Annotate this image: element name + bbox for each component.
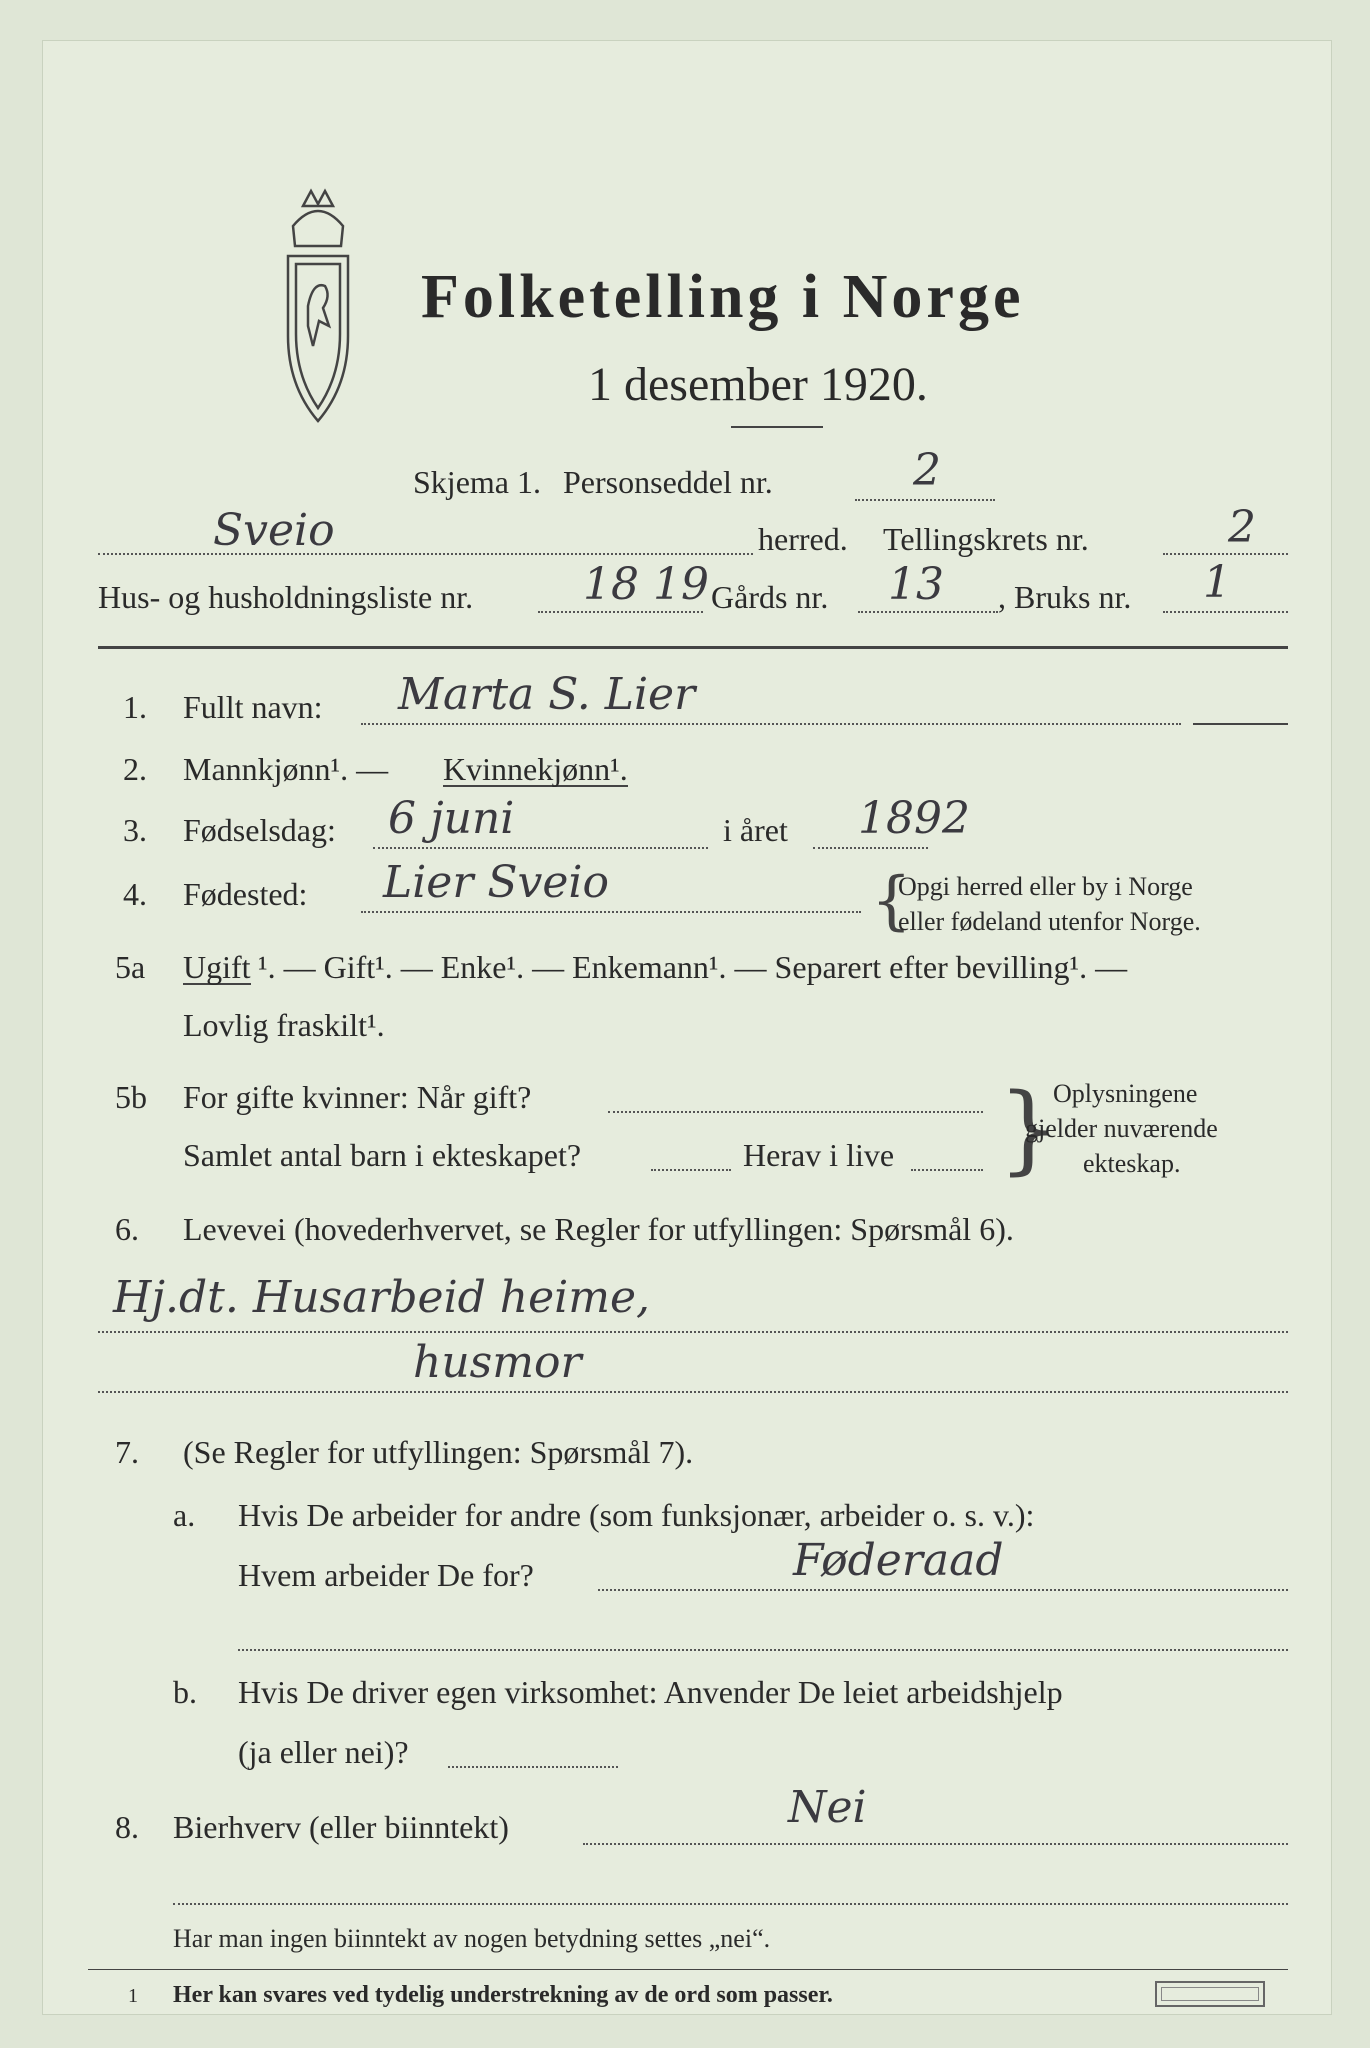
header-rule [98, 646, 1288, 649]
q7b-letter: b. [173, 1674, 197, 1710]
husholdning-label: Hus- og husholdningsliste nr. [98, 579, 474, 615]
q6-value-line1: Hj.dt. Husarbeid heime, [113, 1272, 651, 1323]
census-form: Folketelling i Norge 1 desember 1920. Skjema 1. Personseddel nr. 2 Sveio herred. Tellingskrets nr. 2 Hus- og husholdningsliste nr. 18 19 Gårds nr. 13 , Bruks nr. 1 1. Fullt navn: Marta S. Lier 2. Mannkjønn¹. — Kvinnekjønn¹. 3. Fødselsdag: 6 juni i året 1892 4. Fødested: Lier Sveio { Opgi herred eller by i Norge eller fødeland utenfor Norge. 5a Ugift ¹. — Gift¹. — Enke¹. — Enkemann¹. — Separert efter bevilling¹. — Lovlig fraskilt¹. 5b For gifte kvinner: Når gift? Samlet antal barn i ekteskapet? Herav i live } Oplysningene gjelder nuværende ekteskap. 6. Levevei (hovederhvervet, se Regler for utfyllingen: Spørsmål 6). Hj.dt. Husarbeid heime, husmor 7. (Se Regler for utfyllingen: Spørsmål 7). a. Hvis De arbeider for andre (som funksjonær, arbeider o. s. v.): Hvem arbeider De for? Føderaad b. Hvis De driver egen virksomhet: Anvender De leiet arbeidshjelp (ja eller nei)? 8. Bierhverv (eller biinntekt) Nei Har man ingen biinntekt av nogen betydning settes „nei“. 1 Her kan svares ved tydelig understrekning av de ord som passer. [42, 40, 1332, 2015]
q5b-alive-label: Herav i live [743, 1137, 895, 1173]
husholdning-value: 18 19 [583, 559, 709, 610]
herred-label: herred. [758, 521, 848, 557]
q4-number: 4. [123, 876, 147, 912]
q2-male-option: Mannkjønn¹. — [183, 751, 389, 787]
personseddel-label: Personseddel nr. [563, 464, 773, 500]
q7a-value: Føderaad [793, 1535, 1004, 1586]
q5a-unmarried-option: Ugift [183, 949, 251, 985]
q5b-children-label: Samlet antal barn i ekteskapet? [183, 1137, 582, 1173]
q6-number: 6. [115, 1211, 139, 1247]
q5b-note-line3: ekteskap. [1083, 1149, 1181, 1178]
q5b-number: 5b [115, 1079, 147, 1115]
q7-number: 7. [115, 1434, 139, 1470]
schema-label: Skjema 1. [413, 464, 541, 500]
q5a-number: 5a [115, 949, 146, 985]
tellingskrets-label: Tellingskrets nr. [883, 521, 1089, 557]
title-divider [731, 426, 823, 428]
q5b-note-line1: Oplysningene [1053, 1079, 1198, 1108]
q7a-label-line1: Hvis De arbeider for andre (som funksjonær, arbeider o. s. v.): [238, 1497, 1035, 1533]
q7a-label-line2: Hvem arbeider De for? [238, 1557, 534, 1593]
q3-number: 3. [123, 812, 147, 848]
q1-number: 1. [123, 689, 147, 725]
q5a-other-options: ¹. — Gift¹. — Enke¹. — Enkemann¹. — Separert efter bevilling¹. — [258, 949, 1128, 985]
q7b-label-line2: (ja eller nei)? [238, 1734, 409, 1770]
q2-female-option: Kvinnekjønn¹. [443, 751, 628, 787]
q7-label: (Se Regler for utfyllingen: Spørsmål 7). [183, 1434, 694, 1470]
tellingskrets-value: 2 [1228, 502, 1256, 553]
q6-value-line2: husmor [413, 1337, 582, 1388]
q7a-letter: a. [173, 1497, 196, 1533]
q1-label: Fullt navn: [183, 689, 323, 725]
q6-label: Levevei (hovederhvervet, se Regler for utfyllingen: Spørsmål 6). [183, 1211, 1014, 1247]
q8-number: 8. [115, 1809, 139, 1845]
q4-note-line2: eller fødeland utenfor Norge. [898, 907, 1201, 936]
footnote-number: 1 [128, 1985, 138, 2007]
printer-stamp-icon [1155, 1981, 1265, 2007]
q4-label: Fødested: [183, 876, 308, 912]
footnote-text: Her kan svares ved tydelig understrekning av de ord som passer. [173, 1982, 833, 2008]
q1-value: Marta S. Lier [398, 669, 696, 720]
q2-number: 2. [123, 751, 147, 787]
bruks-label: , Bruks nr. [998, 579, 1132, 615]
q5b-married-label: For gifte kvinner: Når gift? [183, 1079, 532, 1115]
personseddel-value: 2 [913, 445, 941, 496]
q3-year-label: i året [723, 812, 788, 848]
q3-value: 6 juni [388, 793, 515, 844]
q8-value: Nei [788, 1782, 867, 1833]
q3-year-value: 1892 [858, 793, 970, 844]
gards-label: Gårds nr. [711, 579, 829, 615]
q4-value: Lier Sveio [383, 857, 609, 908]
herred-value: Sveio [213, 505, 335, 556]
bruks-value: 1 [1203, 557, 1231, 608]
q5a-divorced-option: Lovlig fraskilt¹. [183, 1007, 385, 1043]
q4-note-line1: Opgi herred eller by i Norge [898, 872, 1193, 901]
coat-of-arms-icon [263, 186, 373, 431]
form-title: Folketelling i Norge [421, 263, 1025, 331]
q7b-label-line1: Hvis De driver egen virksomhet: Anvender De leiet arbeidshjelp [238, 1674, 1063, 1710]
q8-label: Bierhverv (eller biinntekt) [173, 1809, 509, 1845]
q3-label: Fødselsdag: [183, 812, 336, 848]
biinntekt-note: Har man ingen biinntekt av nogen betydning settes „nei“. [173, 1924, 771, 1953]
form-date: 1 desember 1920. [588, 358, 928, 411]
gards-value: 13 [888, 559, 944, 610]
q5b-note-line2: gjelder nuværende [1025, 1114, 1218, 1143]
